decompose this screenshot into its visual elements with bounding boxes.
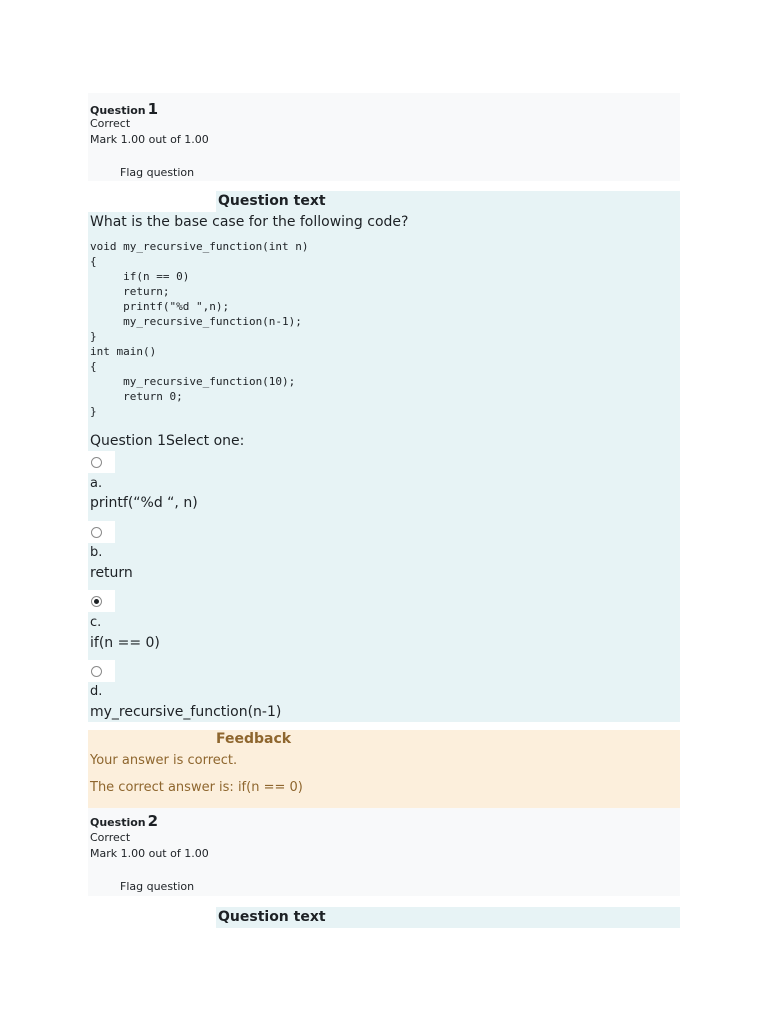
code-line: my_recursive_function(n-1); [90, 315, 302, 328]
option-d-letter: d. [90, 684, 103, 699]
option-b-text[interactable]: return [90, 565, 133, 581]
question-2-label [90, 812, 158, 830]
option-a-radio[interactable] [88, 451, 115, 473]
feedback-correct-answer: The correct answer is: if(n == 0) [90, 780, 303, 795]
option-c-radio[interactable] [88, 590, 115, 612]
select-one-label: Question 1Select one: [90, 433, 245, 449]
question-2-info [88, 808, 680, 896]
question-2-state: Correct [90, 831, 131, 844]
code-line: if(n == 0) [90, 270, 190, 283]
code-line: void my_recursive_function(int n) [90, 240, 309, 253]
feedback-heading: Feedback [216, 731, 292, 747]
question-label-text: Question [90, 104, 146, 117]
question-1-state: Correct [90, 117, 131, 130]
option-a-letter: a. [90, 476, 103, 491]
flag-question-1-link[interactable]: Flag question [120, 166, 195, 179]
code-line: return; [90, 285, 170, 298]
option-d-text[interactable]: my_recursive_function(n-1) [90, 704, 282, 720]
question-1-content [88, 212, 680, 722]
question-1-text-heading: Question text [216, 191, 680, 212]
option-d-radio[interactable] [88, 660, 115, 682]
code-line: printf("%d ",n); [90, 300, 230, 313]
radio-unselected-icon [91, 527, 102, 538]
question-number: 1 [147, 100, 159, 118]
question-1-mark: Mark 1.00 out of 1.00 [90, 133, 209, 146]
option-a-text[interactable]: printf(“%d “, n) [90, 495, 198, 511]
question-1-feedback [88, 730, 680, 808]
radio-unselected-icon [91, 457, 102, 468]
option-c-letter: c. [90, 615, 102, 630]
feedback-result: Your answer is correct. [90, 753, 238, 768]
code-line: { [90, 360, 97, 373]
flag-question-2-link[interactable]: Flag question [120, 880, 195, 893]
question-1-prompt: What is the base case for the following code? [90, 214, 409, 230]
option-b-letter: b. [90, 545, 103, 560]
question-1-info [88, 93, 680, 181]
code-line: my_recursive_function(10); [90, 375, 296, 388]
option-c-text[interactable]: if(n == 0) [90, 635, 160, 651]
radio-selected-icon [91, 596, 102, 607]
question-number: 2 [147, 812, 159, 830]
option-b-radio[interactable] [88, 521, 115, 543]
code-line: int main() [90, 345, 157, 358]
code-line: } [90, 405, 97, 418]
code-line: } [90, 330, 97, 343]
question-1-label [90, 100, 158, 118]
question-label-text: Question [90, 816, 146, 829]
question-2-mark: Mark 1.00 out of 1.00 [90, 847, 209, 860]
radio-unselected-icon [91, 666, 102, 677]
code-line: { [90, 255, 97, 268]
question-2-text-heading: Question text [216, 907, 680, 928]
code-line: return 0; [90, 390, 183, 403]
